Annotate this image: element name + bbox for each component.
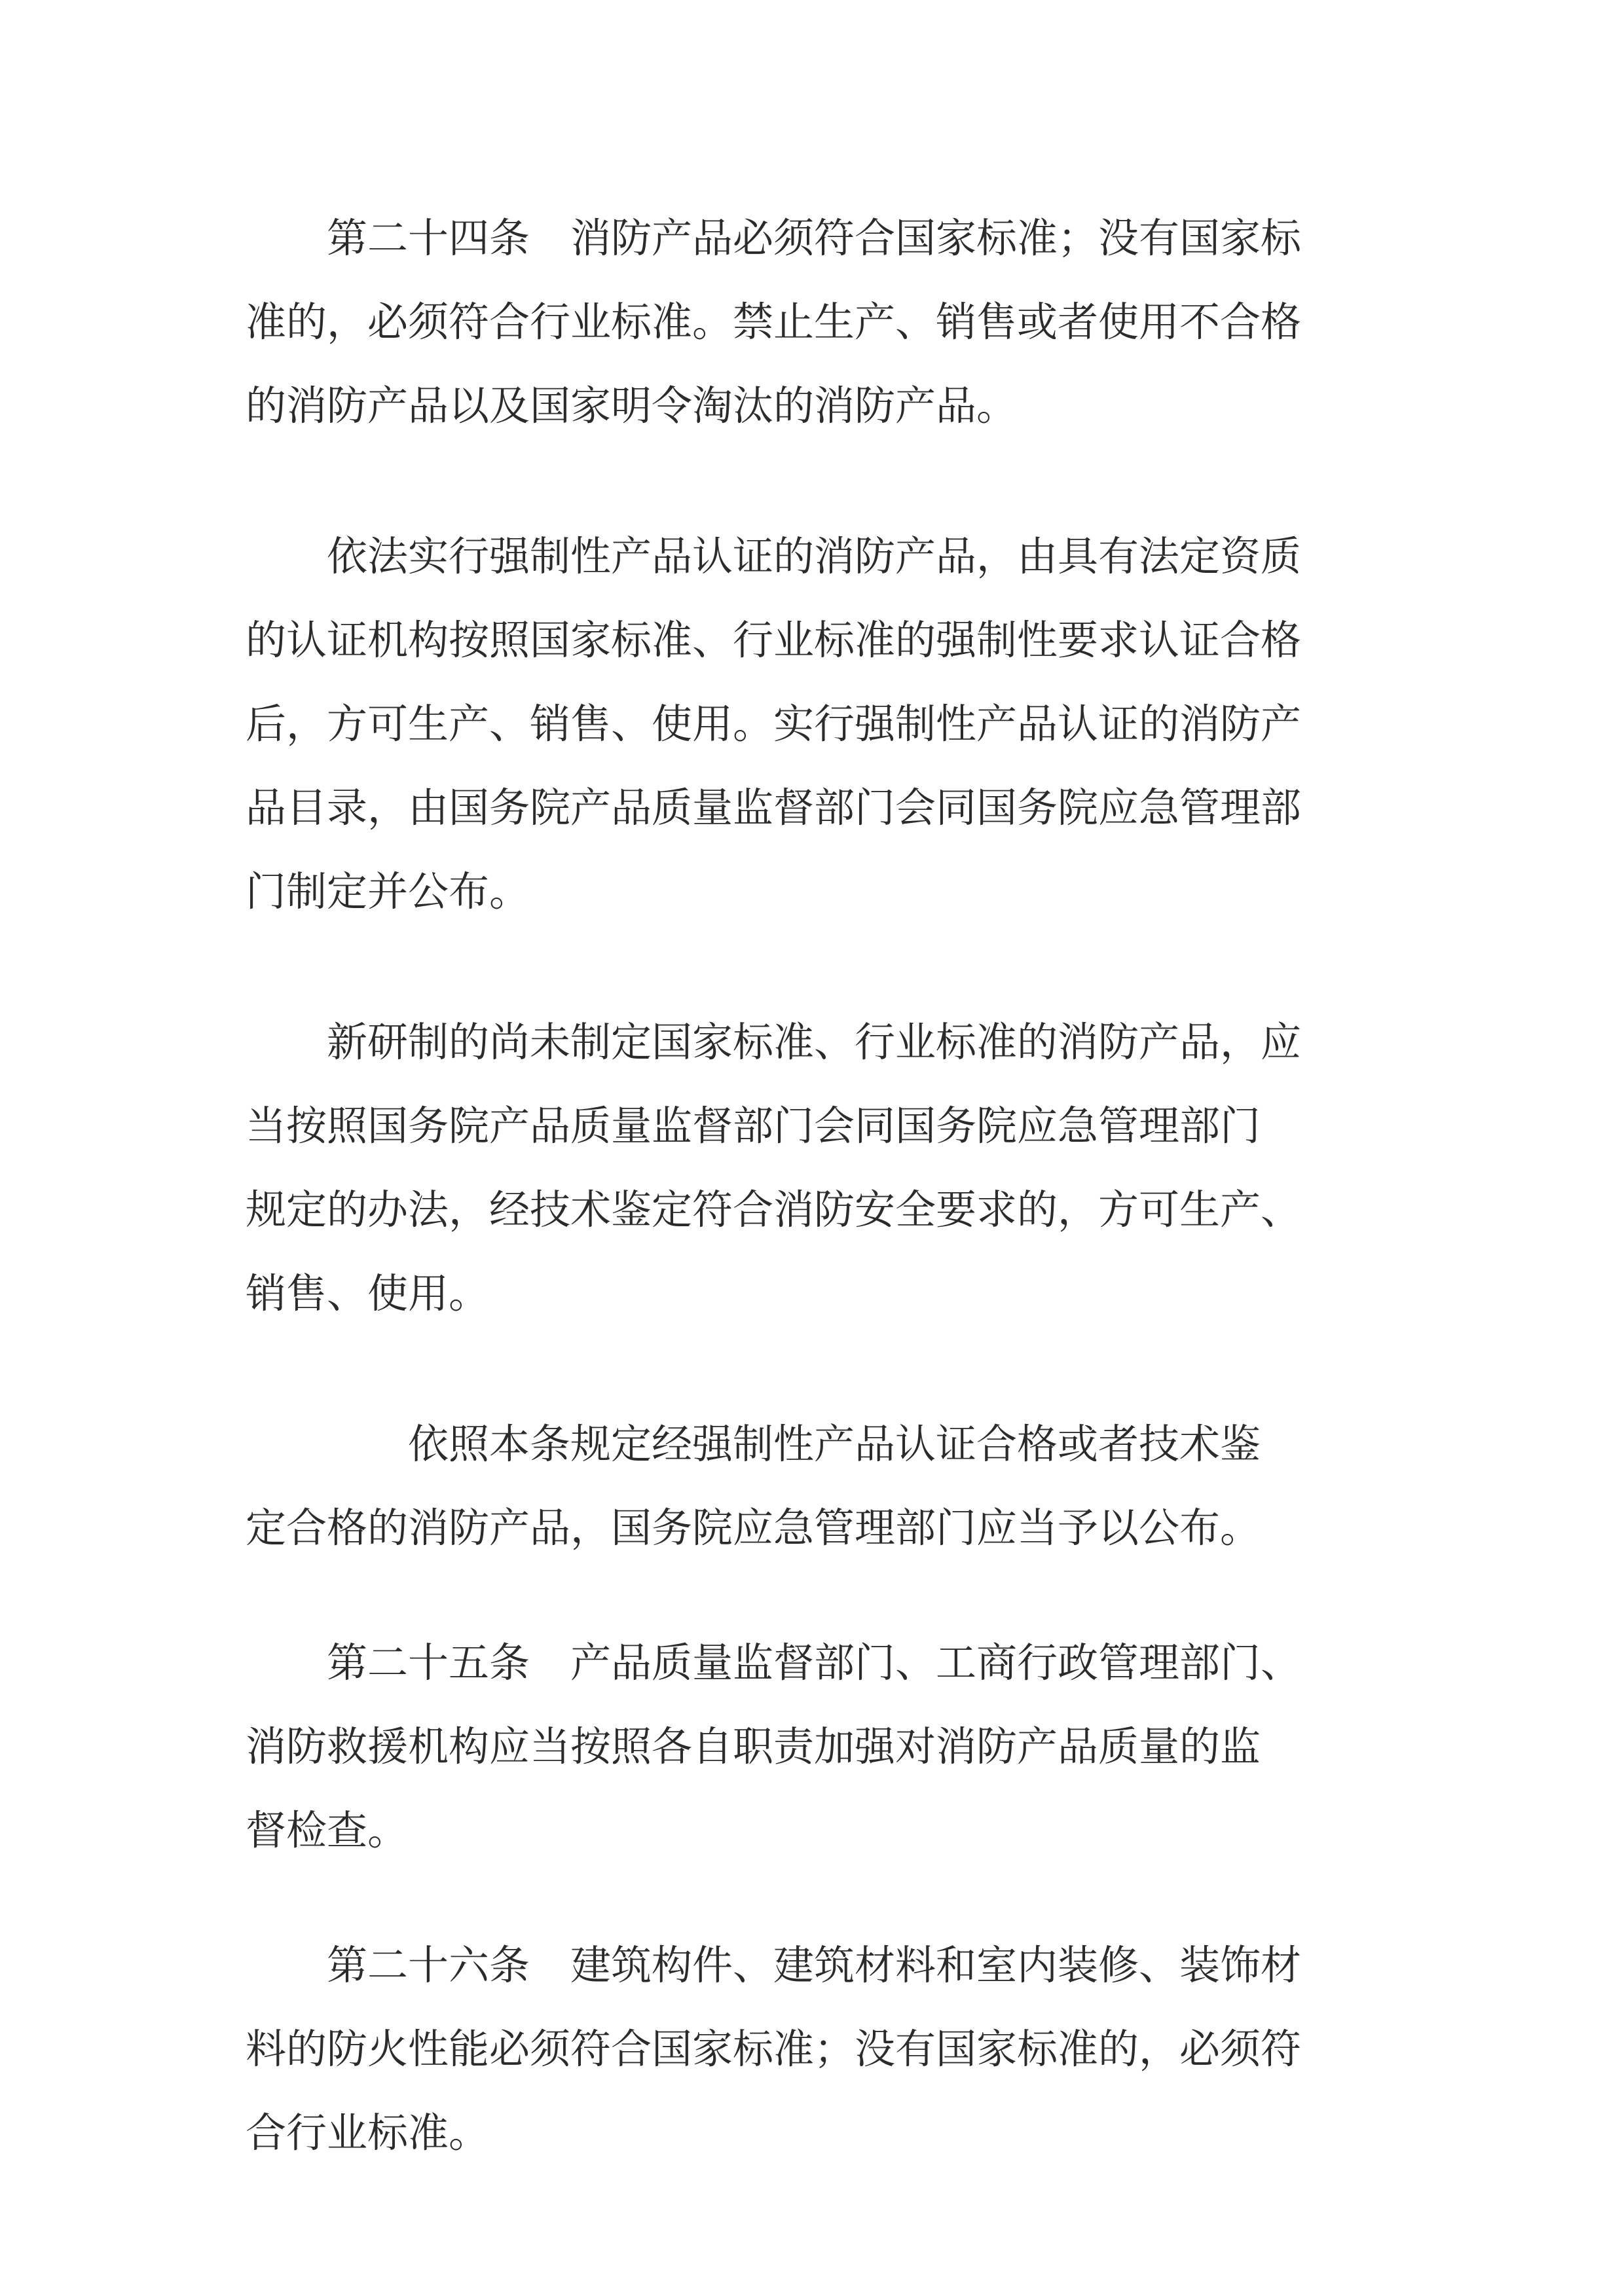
paragraph-certification bbox=[246, 515, 1385, 934]
text-line: 第二十四条 消防产品必须符合国家标准；没有国家标 bbox=[246, 214, 1302, 262]
text-line: 依照本条规定经强制性产品认证合格或者技术鉴 bbox=[246, 1420, 1261, 1468]
text-line: 合行业标准。 bbox=[246, 2109, 490, 2157]
paragraph-spacer bbox=[246, 448, 1385, 515]
paragraph-article-26 bbox=[246, 1923, 1385, 2175]
paragraph-spacer bbox=[246, 934, 1385, 1000]
text-line: 当按照国务院产品质量监督部门会同国务院应急管理部门 bbox=[246, 1102, 1261, 1150]
paragraph-spacer bbox=[246, 1336, 1385, 1402]
paragraph-spacer bbox=[246, 1570, 1385, 1621]
document-body bbox=[246, 196, 1385, 2175]
text-line: 依法实行强制性产品认证的消防产品，由具有法定资质 bbox=[246, 532, 1302, 580]
text-line: 的认证机构按照国家标准、行业标准的强制性要求认证合格 bbox=[246, 616, 1302, 664]
text-line: 第二十五条 产品质量监督部门、工商行政管理部门、 bbox=[246, 1639, 1302, 1686]
text-line: 准的，必须符合行业标准。禁止生产、销售或者使用不合格 bbox=[246, 298, 1302, 346]
text-line: 规定的办法，经技术鉴定符合消防安全要求的，方可生产、 bbox=[246, 1186, 1302, 1233]
text-line: 品目录，由国务院产品质量监督部门会同国务院应急管理部 bbox=[246, 784, 1302, 831]
paragraph-article-25 bbox=[246, 1621, 1385, 1872]
paragraph-article-24 bbox=[246, 196, 1385, 448]
text-line: 第二十六条 建筑构件、建筑材料和室内装修、装饰材 bbox=[246, 1941, 1302, 1989]
text-line: 定合格的消防产品，国务院应急管理部门应当予以公布。 bbox=[246, 1504, 1261, 1552]
text-line: 的消防产品以及国家明令淘汰的消防产品。 bbox=[246, 382, 1018, 429]
paragraph-publication bbox=[246, 1402, 1385, 1570]
text-line: 销售、使用。 bbox=[246, 1269, 490, 1317]
text-line: 消防救援机构应当按照各自职责加强对消防产品质量的监 bbox=[246, 1722, 1261, 1770]
text-line: 后，方可生产、销售、使用。实行强制性产品认证的消防产 bbox=[246, 700, 1302, 748]
text-line: 新研制的尚未制定国家标准、行业标准的消防产品，应 bbox=[246, 1018, 1302, 1066]
text-line: 料的防火性能必须符合国家标准；没有国家标准的，必须符 bbox=[246, 2025, 1302, 2073]
paragraph-new-products bbox=[246, 1000, 1385, 1336]
text-line: 门制定并公布。 bbox=[246, 867, 530, 915]
paragraph-spacer bbox=[246, 1872, 1385, 1923]
text-line: 督检查。 bbox=[246, 1806, 409, 1854]
